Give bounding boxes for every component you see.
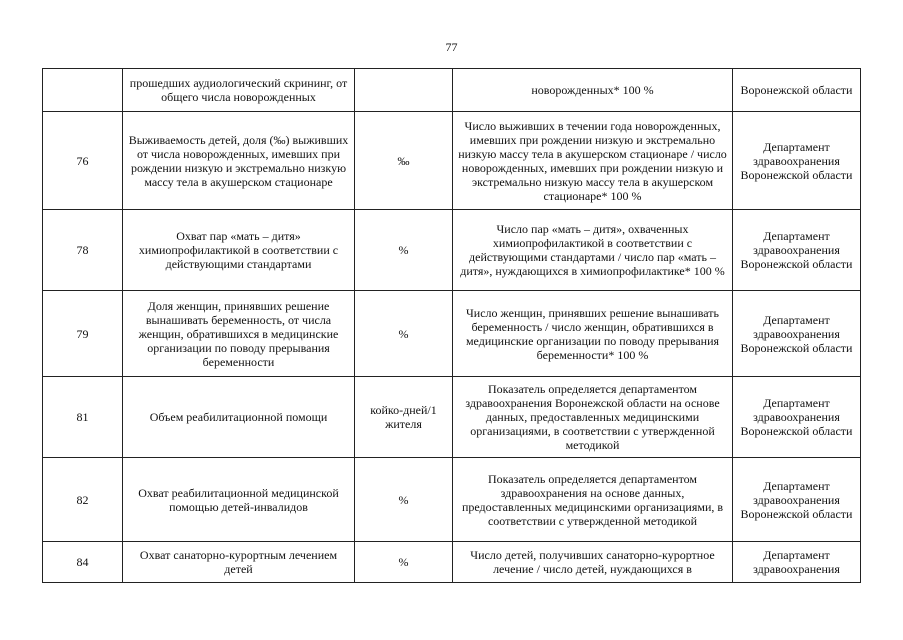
indicator-cell: Доля женщин, принявших решение вынашивать беременность, от числа женщин, обратившихся в медицинские организации по поводу прерывания беременности [123,291,355,377]
method-cell: Число пар «мать – дитя», охваченных химиопрофилактикой в соответствии с действующими стандартами / число пар «мать – дитя», нуждающихся в химиопрофилактике* 100 % [453,210,733,291]
indicator-cell: Объем реабилитационной помощи [123,377,355,458]
indicators-table [42,68,861,583]
method-cell: новорожденных* 100 % [453,69,733,112]
table-row [43,69,861,112]
table-row [43,458,861,542]
responsible-cell: Воронежской области [733,69,861,112]
indicator-cell: прошедших аудиологический скрининг, от общего числа новорожденных [123,69,355,112]
responsible-cell: Департамент здравоохранения [733,542,861,583]
indicator-cell: Охват реабилитационной медицинской помощью детей-инвалидов [123,458,355,542]
responsible-cell: Департамент здравоохранения Воронежской области [733,377,861,458]
table-row [43,112,861,210]
unit-cell [355,69,453,112]
unit-cell: % [355,458,453,542]
row-number-cell: 81 [43,377,123,458]
row-number-cell: 84 [43,542,123,583]
unit-cell: % [355,210,453,291]
method-cell: Число выживших в течении года новорожденных, имевших при рождении низкую и экстремально низкую массу тела в акушерском стационаре / число новорожденных, имевших при рождении низкую и экстремально низкую массу тела в акушерском стационаре* 100 % [453,112,733,210]
indicator-cell: Охват санаторно-курортным лечением детей [123,542,355,583]
table-row [43,210,861,291]
page-number: 77 [445,40,458,54]
responsible-cell: Департамент здравоохранения Воронежской области [733,458,861,542]
row-number-cell [43,69,123,112]
unit-cell: % [355,291,453,377]
row-number-cell: 82 [43,458,123,542]
responsible-cell: Департамент здравоохранения Воронежской области [733,112,861,210]
unit-cell: % [355,542,453,583]
indicator-cell: Выживаемость детей, доля (‰) выживших от числа новорожденных, имевших при рождении низкую и экстремально низкую массу тела в акушерском стационаре [123,112,355,210]
method-cell: Показатель определяется департаментом здравоохранения на основе данных, предоставленных медицинскими организациями, в соответствии с утвержденной методикой [453,458,733,542]
unit-cell: койко-дней/1 жителя [355,377,453,458]
row-number-cell: 79 [43,291,123,377]
unit-cell: ‰ [355,112,453,210]
method-cell: Показатель определяется департаментом здравоохранения Воронежской области на основе данных, предоставленных медицинскими организациями, в соответствии с утвержденной методикой [453,377,733,458]
method-cell: Число детей, получивших санаторно-курортное лечение / число детей, нуждающихся в [453,542,733,583]
table-row [43,377,861,458]
responsible-cell: Департамент здравоохранения Воронежской области [733,291,861,377]
row-number-cell: 78 [43,210,123,291]
table-row [43,291,861,377]
method-cell: Число женщин, принявших решение вынашивать беременность / число женщин, обратившихся в медицинские организации по поводу прерывания беременности* 100 % [453,291,733,377]
row-number-cell: 76 [43,112,123,210]
indicator-cell: Охват пар «мать – дитя» химиопрофилактикой в соответствии с действующими стандартами [123,210,355,291]
table-row [43,542,861,583]
responsible-cell: Департамент здравоохранения Воронежской области [733,210,861,291]
